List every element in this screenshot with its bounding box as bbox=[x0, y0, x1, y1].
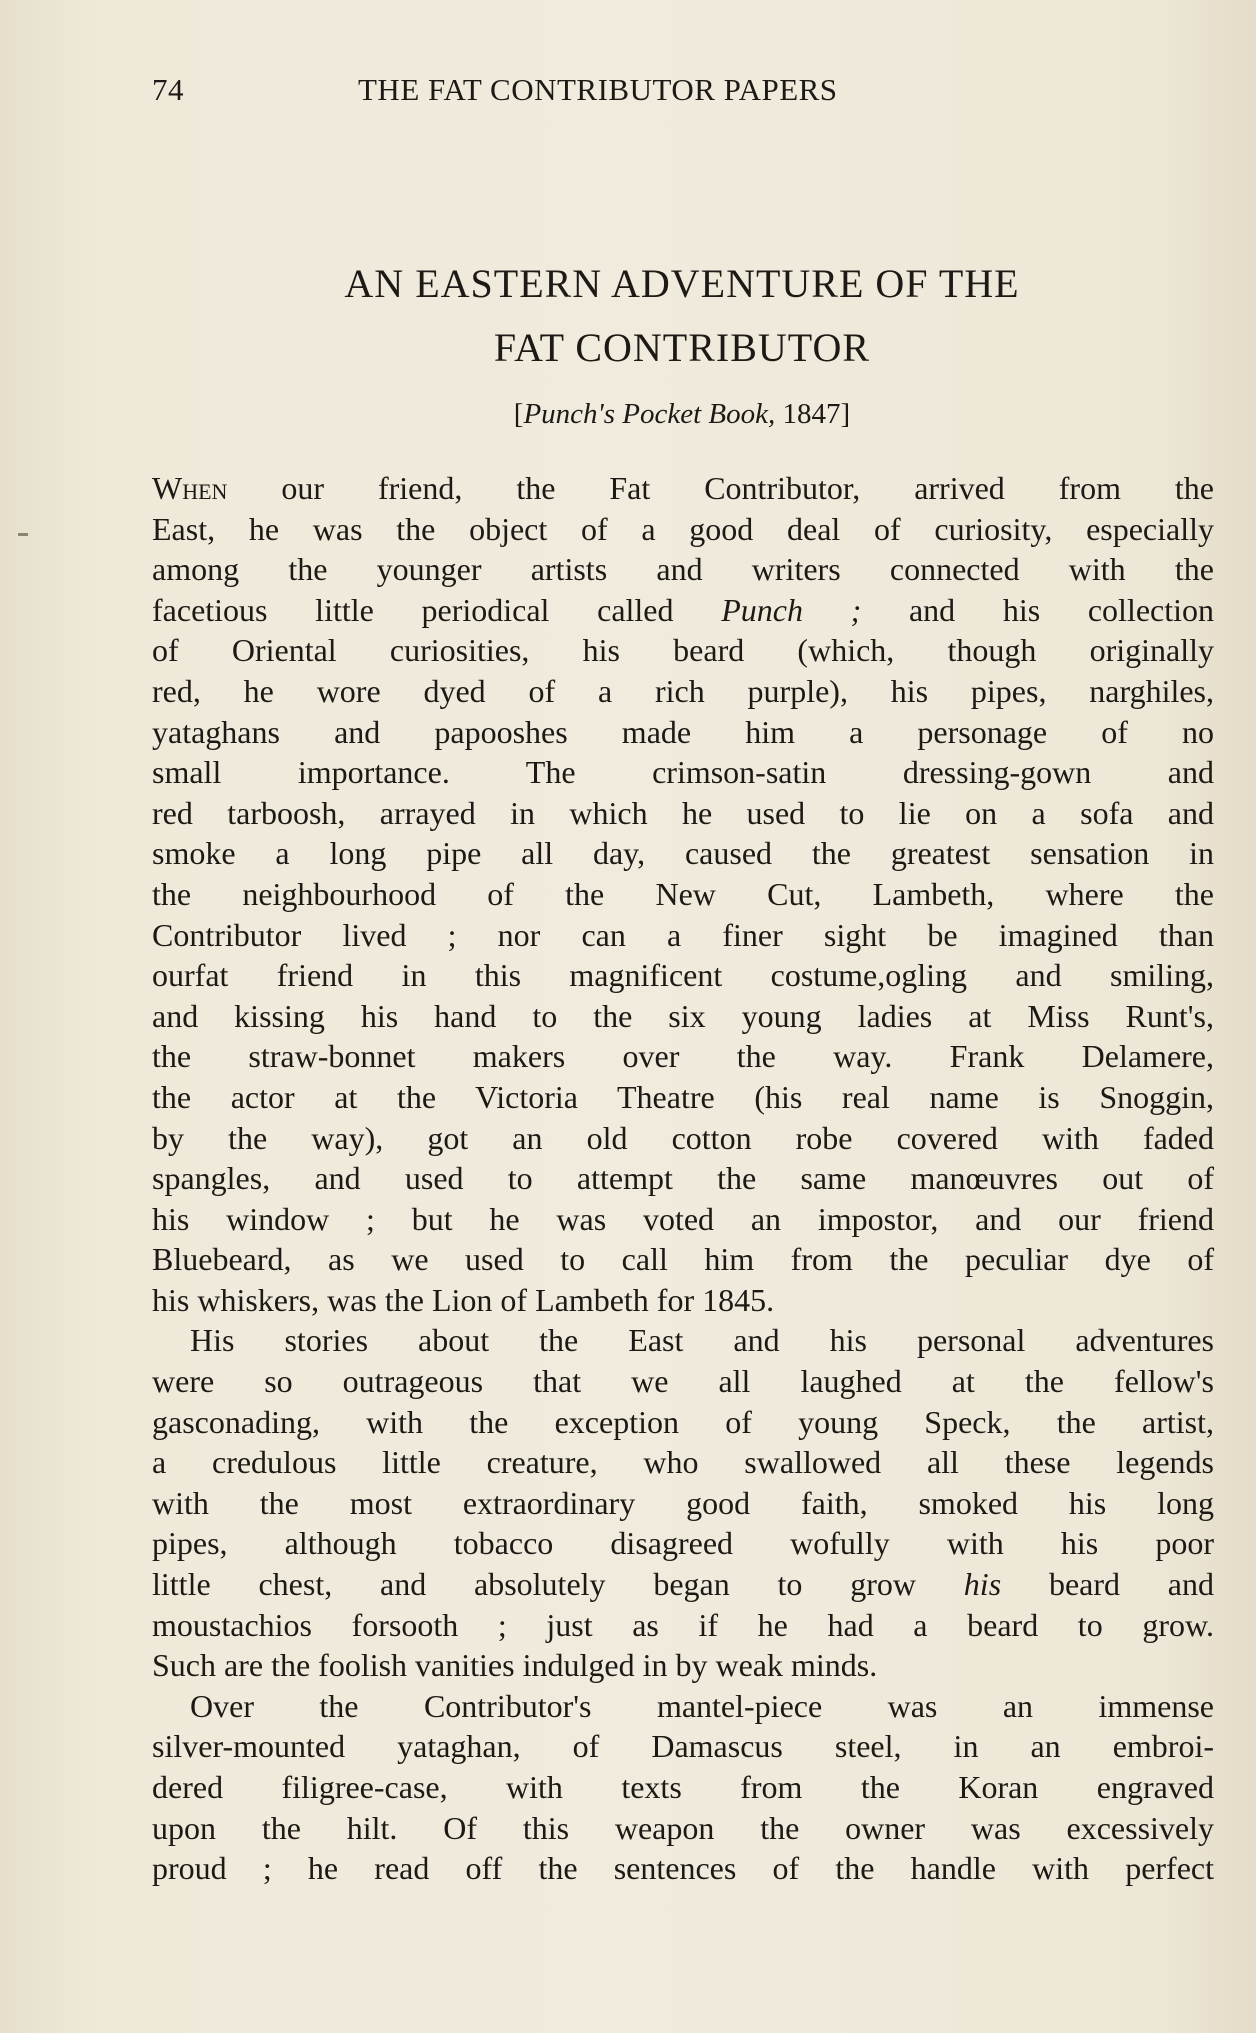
page-number: 74 bbox=[152, 72, 184, 107]
text-line: moustachios forsooth ; just as if he had a beard to grow. bbox=[152, 1606, 1214, 1643]
text-line: a credulous little creature, who swallowed all these legends bbox=[152, 1444, 1214, 1481]
margin-mark bbox=[18, 533, 28, 536]
text-span: facetious little periodical called bbox=[152, 591, 722, 628]
text-line: his whiskers, was the Lion of Lambeth for 1845. bbox=[152, 1281, 775, 1318]
text-span: little chest, and absolutely began to grow bbox=[152, 1566, 964, 1603]
text-line: by the way), got an old cotton robe covered with faded bbox=[152, 1119, 1214, 1156]
italic-span: Punch ; bbox=[721, 591, 862, 628]
text-line: Contributor lived ; nor can a finer sight be imagined than bbox=[152, 916, 1214, 953]
text-line: red, he wore dyed of a rich purple), his pipes, narghiles, bbox=[152, 672, 1214, 709]
text-line: the neighbourhood of the New Cut, Lambeth, where the bbox=[152, 875, 1214, 912]
text-line: smoke a long pipe all day, caused the greatest sensation in bbox=[152, 835, 1214, 872]
source-year: 1847] bbox=[775, 398, 851, 430]
text-span: our friend, the Fat Contributor, arrived from the bbox=[227, 470, 1214, 506]
text-line: upon the hilt. Of this weapon the owner was excessively bbox=[152, 1809, 1214, 1846]
source-citation bbox=[150, 398, 1214, 431]
text-line: the straw-bonnet makers over the way. Frank Delamere, bbox=[152, 1038, 1214, 1075]
text-line: silver-mounted yataghan, of Damascus steel, in an embroi- bbox=[152, 1728, 1214, 1765]
text-line: were so outrageous that we all laughed at the fellow's bbox=[152, 1363, 1214, 1400]
text-line: the actor at the Victoria Theatre (his real name is Snoggin, bbox=[152, 1078, 1214, 1115]
running-head bbox=[152, 72, 982, 112]
text-line bbox=[152, 590, 1214, 631]
article-title bbox=[150, 252, 1214, 380]
text-span: and his collection bbox=[861, 591, 1215, 628]
text-line: ourfat friend in this magnificent costume,ogling and smiling, bbox=[152, 957, 1214, 994]
text-line: red tarboosh, arrayed in which he used to lie on a sofa and bbox=[152, 794, 1214, 831]
text-line: his window ; but he was voted an impostor, and our friend bbox=[152, 1200, 1214, 1237]
article-title-line-1: AN EASTERN ADVENTURE OF THE bbox=[344, 261, 1020, 306]
text-line: and kissing his hand to the six young ladies at Miss Runt's, bbox=[152, 997, 1214, 1034]
text-line: East, he was the object of a good deal of curiosity, especially bbox=[152, 510, 1214, 547]
text-line: pipes, although tobacco disagreed wofully with his poor bbox=[152, 1525, 1214, 1562]
text-line bbox=[152, 1564, 1214, 1605]
text-line: of Oriental curiosities, his beard (which, though originally bbox=[152, 632, 1214, 669]
text-line: gasconading, with the exception of young Speck, the artist, bbox=[152, 1403, 1214, 1440]
running-head-title: THE FAT CONTRIBUTOR PAPERS bbox=[358, 72, 838, 107]
text-line bbox=[152, 468, 1214, 509]
text-line: dered filigree-case, with texts from the Koran engraved bbox=[152, 1769, 1214, 1805]
source-publication: Punch's Pocket Book, bbox=[523, 398, 776, 430]
body-text bbox=[152, 468, 1214, 1889]
text-line: proud ; he read off the sentences of the handle with perfect bbox=[152, 1850, 1214, 1887]
lead-word: When bbox=[152, 470, 228, 506]
italic-span: his bbox=[963, 1566, 1002, 1603]
text-line: with the most extraordinary good faith, smoked his long bbox=[152, 1484, 1214, 1521]
text-line: Over the Contributor's mantel-piece was an immense bbox=[190, 1687, 1214, 1724]
text-line: spangles, and used to attempt the same manœuvres out of bbox=[152, 1160, 1214, 1197]
text-line: His stories about the East and his personal adventures bbox=[190, 1322, 1214, 1359]
article-title-line-2: FAT CONTRIBUTOR bbox=[493, 325, 871, 370]
text-line: Bluebeard, as we used to call him from the peculiar dye of bbox=[152, 1241, 1214, 1278]
text-line: Such are the foolish vanities indulged in by weak minds. bbox=[152, 1647, 878, 1684]
text-span: beard and bbox=[1001, 1566, 1215, 1603]
text-line: yataghans and papooshes made him a personage of no bbox=[152, 713, 1214, 750]
source-open-bracket: [ bbox=[513, 398, 524, 430]
text-line: among the younger artists and writers connected with the bbox=[152, 551, 1214, 588]
text-line: small importance. The crimson-satin dressing-gown and bbox=[152, 754, 1214, 791]
